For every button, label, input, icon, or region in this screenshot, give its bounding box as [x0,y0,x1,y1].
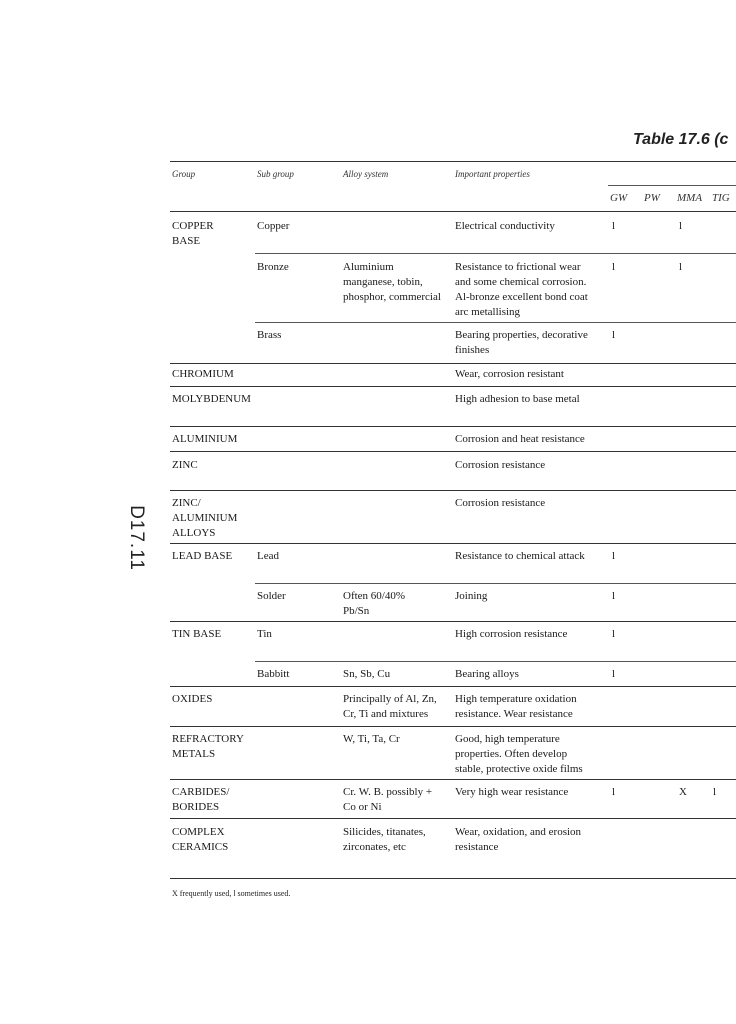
mark-carbides-gw: l [612,786,616,798]
mark-bronze-gw: l [612,261,616,273]
group-oxides: OXIDES [172,693,213,705]
rule-aluminium [170,426,736,427]
property-zinc: Corrosion resistance [455,459,546,471]
alloy-solder: Often 60/40% Pb/Sn [343,590,406,617]
group-zinc-aluminium-alloys: ZINC/ ALUMINIUM ALLOYS [172,497,238,539]
group-lead-base: LEAD BASE [172,550,233,562]
property-babbitt: Bearing alloys [455,668,519,680]
table-title: Table 17.6 (c [633,131,729,148]
rule-lead [170,543,736,544]
subgroup-solder: Solder [257,590,286,602]
group-molybdenum: MOLYBDENUM [172,393,251,405]
header-group: Group [172,169,196,179]
subgroup-babbitt: Babbitt [257,668,290,680]
property-chromium: Wear, corrosion resistant [455,368,564,380]
rule-bottom [170,878,736,879]
mark-solder-gw: l [612,590,616,602]
mark-carbides-mma: X [679,786,687,798]
rule-molybdenum [170,386,736,387]
rule-zinc-al [170,490,736,491]
group-complex-ceramics: COMPLEX CERAMICS [172,826,229,853]
mark-copper-gw: l [612,220,616,232]
group-refractory-metals: REFRACTORY METALS [172,733,244,760]
property-lead: Resistance to chemical attack [455,550,585,562]
group-zinc: ZINC [172,459,198,471]
mark-carbides-tig: l [713,786,717,798]
property-bronze: Resistance to frictional wear and some chemical corrosion. Al-bronze excellent bond coat arc metallising [455,261,588,318]
rule-brass [255,322,736,323]
group-tin-base: TIN BASE [172,628,222,640]
mark-brass-gw: l [612,329,616,341]
property-brass: Bearing properties, decorative finishes [455,329,588,356]
header-pw: PW [644,192,660,204]
rule-refractory [170,726,736,727]
mark-bronze-mma: l [679,261,683,273]
rule-carbides [170,779,736,780]
mark-babbitt-gw: l [612,668,616,680]
rule-oxides [170,686,736,687]
property-zinc-aluminium: Corrosion resistance [455,497,546,509]
property-refractory: Good, high temperature properties. Often develop stable, protective oxide films [455,733,583,775]
header-properties: Important properties [455,169,530,179]
subgroup-brass: Brass [257,329,282,341]
alloy-carbides: Cr. W. B. possibly + Co or Ni [343,786,433,813]
rule-tin [170,621,736,622]
rule-solder [255,583,736,584]
header-subgroup: Sub group [257,169,294,179]
rule-process-header [608,185,736,186]
alloy-bronze: Aluminium manganese, tobin, phosphor, commercial [343,261,441,303]
mark-copper-mma: l [679,220,683,232]
group-chromium: CHROMIUM [172,368,234,380]
property-solder: Joining [455,590,488,602]
mark-lead-gw: l [612,550,616,562]
rule-bronze [255,253,736,254]
group-carbides-borides: CARBIDES/ BORIDES [172,786,230,813]
rule-zinc [170,451,736,452]
property-oxides: High temperature oxidation resistance. Wear resistance [455,693,577,720]
page-code: D17.11 [126,505,148,571]
header-gw: GW [610,192,628,204]
subgroup-lead: Lead [257,550,279,562]
property-aluminium: Corrosion and heat resistance [455,433,585,445]
alloy-oxides: Principally of Al, Zn, Cr, Ti and mixtures [343,693,437,720]
rule-babbitt [255,661,736,662]
mark-tin-gw: l [612,628,616,640]
footnote: X frequently used, l sometimes used. [172,889,291,898]
alloy-ceramics: Silicides, titanates, zirconates, etc [343,826,426,853]
header-mma: MMA [677,192,703,204]
rule-header-bottom [170,211,736,212]
alloy-refractory: W, Ti, Ta, Cr [343,733,400,745]
property-copper: Electrical conductivity [455,220,555,232]
rule-top [170,161,736,162]
property-tin: High corrosion resistance [455,628,568,640]
header-tig: TIG [712,192,730,204]
header-alloy: Alloy system [343,169,389,179]
subgroup-bronze: Bronze [257,261,289,273]
alloy-babbitt: Sn, Sb, Cu [343,668,391,680]
property-ceramics: Wear, oxidation, and erosion resistance [455,826,582,853]
group-copper-base: COPPER BASE [172,220,214,247]
property-carbides: Very high wear resistance [455,786,569,798]
subgroup-copper: Copper [257,220,290,232]
group-aluminium: ALUMINIUM [172,433,238,445]
rule-ceramics [170,818,736,819]
subgroup-tin: Tin [257,628,272,640]
rule-chromium [170,363,736,364]
property-molybdenum: High adhesion to base metal [455,393,580,405]
